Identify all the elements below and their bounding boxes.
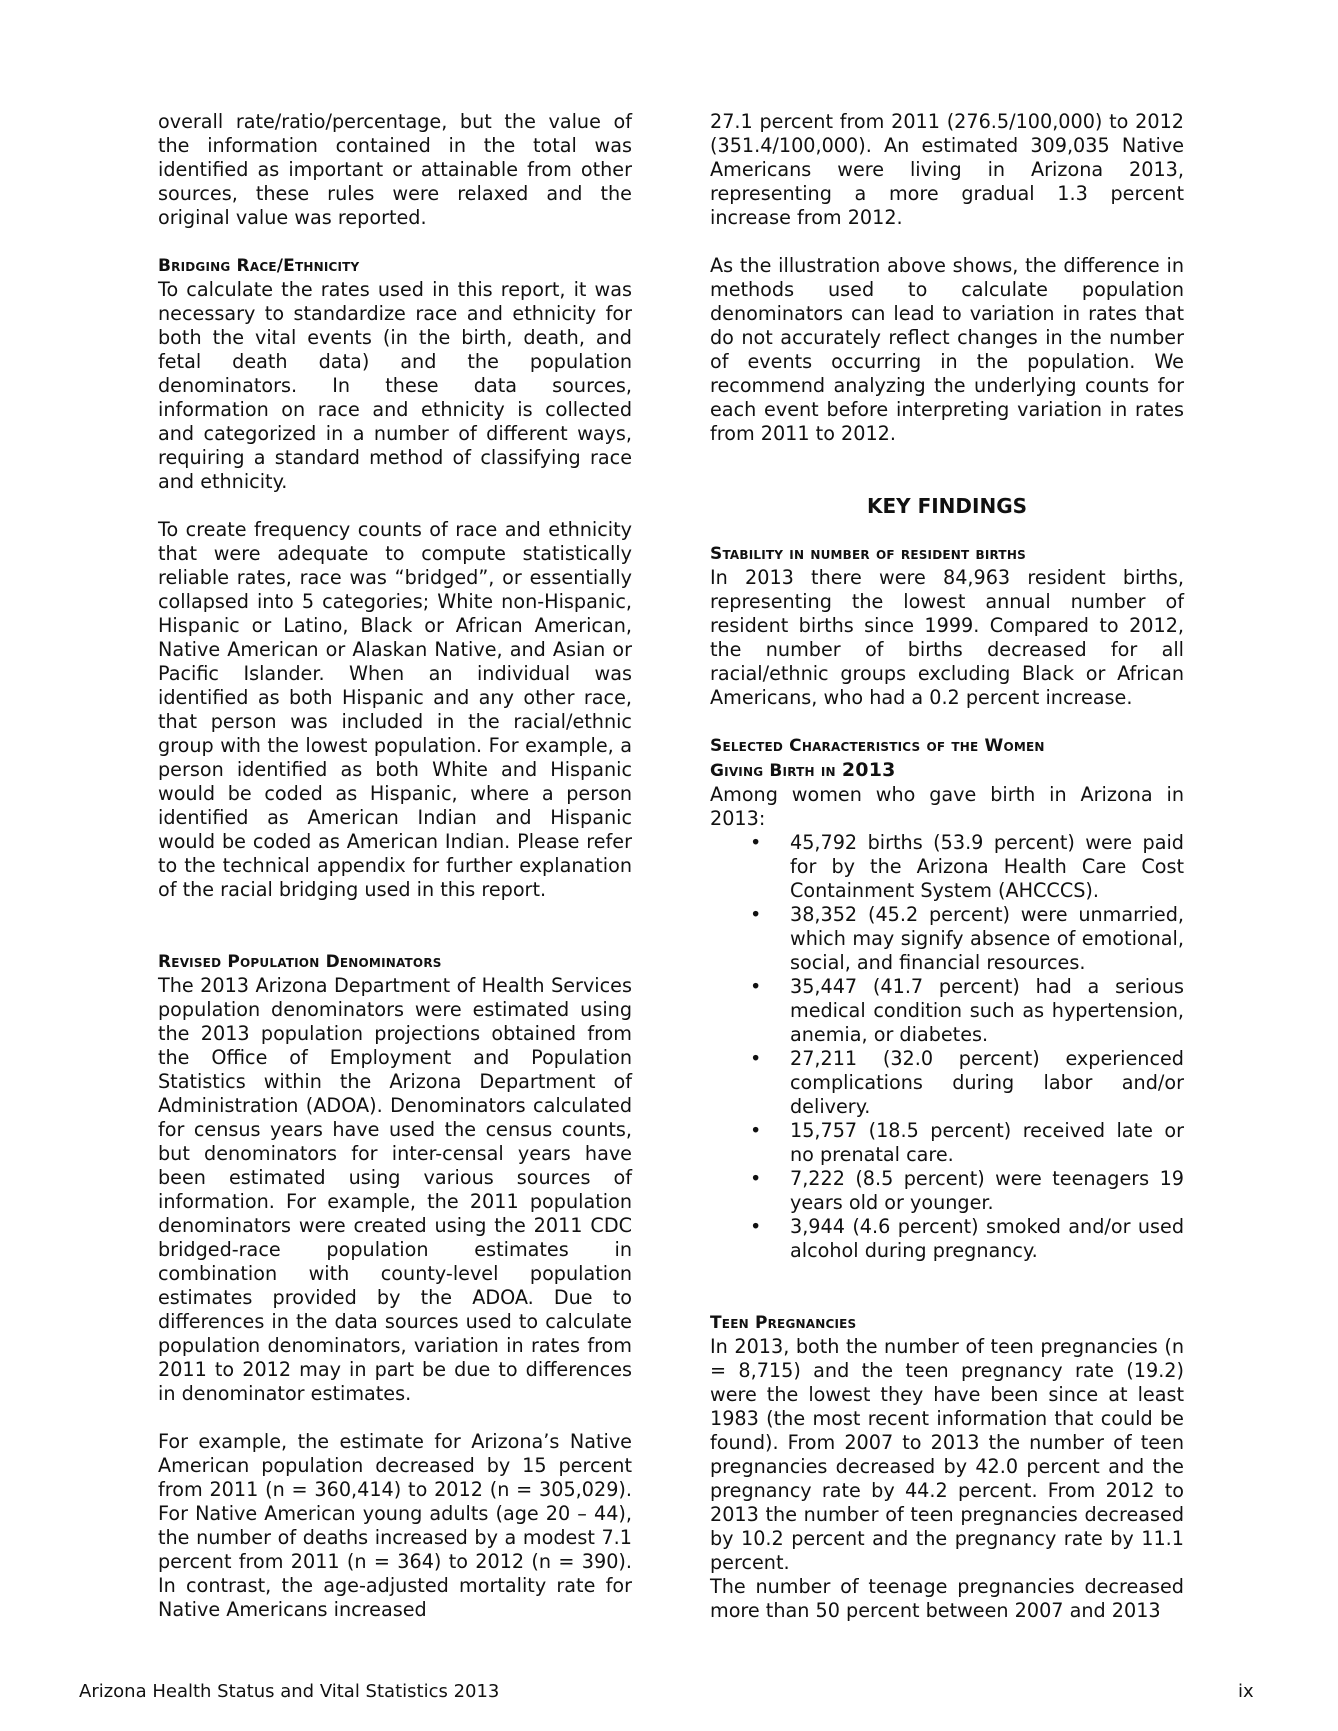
heading-selected-year: 2013 bbox=[841, 759, 896, 781]
paragraph-revised-2: For example, the estimate for Arizona’s Native American population decreased by 15 percent from 2011 (n = 360,414) to 2012 (n = 305,029). For Native American young adults (age 20 – 44), the number of deaths increased by a modest 7.1 percent from 2011 (n = 364) to 2012 (n = 390). In contrast, the age-adjusted mortality rate for Native Americans increased bbox=[158, 1430, 632, 1621]
heading-selected-line2: Giving Birth in bbox=[710, 761, 842, 781]
paragraph-selected-intro: Among women who gave birth in Arizona in 2013: bbox=[710, 783, 1184, 830]
paragraph-revised-1: The 2013 Arizona Department of Health Services population denominators were estimated using the 2013 population projections obtained from the Office of Employment and Population Statistics within the Arizona Department of Administration (ADOA). Denominators calculated for census years have used the census counts, but denominators for inter-censal years have been estimated using various sources of information. For example, the 2011 population denominators were created using the 2011 CDC bridged-race population estimates in combination with county-level population estimates provided by the ADOA. Due to differences in the data sources used to calculate population denominators, variation in rates from 2011 to 2012 may in part be due to differences in denominator estimates. bbox=[158, 974, 632, 1405]
paragraph-mortality-rate: 27.1 percent from 2011 (276.5/100,000) to 2012 (351.4/100,000). An estimated 309,035 Native Americans were living in Arizona 2013, representing a more gradual 1.3 percent increase from 2012. bbox=[710, 110, 1184, 229]
list-item: • 45,792 births (53.9 percent) were paid for by the Arizona Health Care Cost Containment System (AHCCCS). bbox=[790, 831, 1184, 903]
list-item: • 27,211 (32.0 percent) experienced complications during labor and/or delivery. bbox=[790, 1047, 1184, 1119]
list-item: • 3,944 (4.6 percent) smoked and/or used alcohol during pregnancy. bbox=[790, 1215, 1184, 1263]
heading-key-findings: KEY FINDINGS bbox=[866, 494, 1028, 518]
paragraph-teen-2: The number of teenage pregnancies decreased more than 50 percent between 2007 and 2013 bbox=[710, 1575, 1184, 1622]
footer-title: Arizona Health Status and Vital Statistics 2013 bbox=[79, 1681, 500, 1702]
paragraph-denominator-methods: As the illustration above shows, the difference in methods used to calculate population denominators can lead to variation in rates that do not accurately reflect changes in the number of events occurring in the population. We recommend analyzing the underlying counts for each event before interpreting variation in rates from 2011 to 2012. bbox=[710, 254, 1184, 445]
paragraph-bridging-1: To calculate the rates used in this report, it was necessary to standardize race and ethnicity for both the vital events (in the birth, death, and fetal death data) and the population denominators. In these data sources, information on race and ethnicity is collected and categorized in a number of different ways, requiring a standard method of classifying race and ethnicity. bbox=[158, 278, 632, 493]
characteristics-list bbox=[710, 831, 1184, 1263]
left-column bbox=[158, 110, 632, 1622]
heading-selected-characteristics bbox=[710, 734, 1184, 783]
paragraph-rules-relaxed: overall rate/ratio/percentage, but the value of the information contained in the total was identified as important or attainable from other sources, these rules were relaxed and the original value was reported. bbox=[158, 110, 632, 229]
list-item: • 15,757 (18.5 percent) received late or no prenatal care. bbox=[790, 1119, 1184, 1167]
heading-teen-pregnancies: Teen Pregnancies bbox=[710, 1313, 857, 1333]
paragraph-bridging-2: To create frequency counts of race and ethnicity that were adequate to compute statistically reliable rates, race was “bridged”, or essentially collapsed into 5 categories; White non-Hispanic, Hispanic or Latino, Black or African American, Native American or Alaskan Native, and Asian or Pacific Islander. When an individual was identified as both Hispanic and any other race, that person was included in the racial/ethnic group with the lowest population. For example, a person identified as both White and Hispanic would be coded as Hispanic, where a person identified as American Indian and Hispanic would be coded as American Indian. Please refer to the technical appendix for further explanation of the racial bridging used in this report. bbox=[158, 518, 632, 901]
right-column bbox=[710, 110, 1184, 1623]
heading-bridging-race: Bridging Race/Ethnicity bbox=[158, 256, 360, 276]
heading-stability-births: Stability in number of resident births bbox=[710, 544, 1026, 564]
page-number: ix bbox=[1238, 1681, 1254, 1702]
heading-revised-denominators: Revised Population Denominators bbox=[158, 952, 442, 972]
list-item: • 38,352 (45.2 percent) were unmarried, which may signify absence of emotional, social, and financial resources. bbox=[790, 903, 1184, 975]
list-item: • 7,222 (8.5 percent) were teenagers 19 years old or younger. bbox=[790, 1167, 1184, 1215]
paragraph-stability: In 2013 there were 84,963 resident births, representing the lowest annual number of resident births since 1999. Compared to 2012, the number of births decreased for all racial/ethnic groups excluding Black or African Americans, who had a 0.2 percent increase. bbox=[710, 566, 1184, 709]
paragraph-teen-1: In 2013, both the number of teen pregnancies (n = 8,715) and the teen pregnancy rate (19.2) were the lowest they have been since at least 1983 (the most recent information that could be found). From 2007 to 2013 the number of teen pregnancies decreased by 42.0 percent and the pregnancy rate by 44.2 percent. From 2012 to 2013 the number of teen pregnancies decreased by 10.2 percent and the pregnancy rate by 11.1 percent. bbox=[710, 1335, 1184, 1574]
heading-selected-line1: Selected Characteristics of the Women bbox=[710, 736, 1045, 756]
list-item: • 35,447 (41.7 percent) had a serious medical condition such as hypertension, anemia, or diabetes. bbox=[790, 975, 1184, 1047]
